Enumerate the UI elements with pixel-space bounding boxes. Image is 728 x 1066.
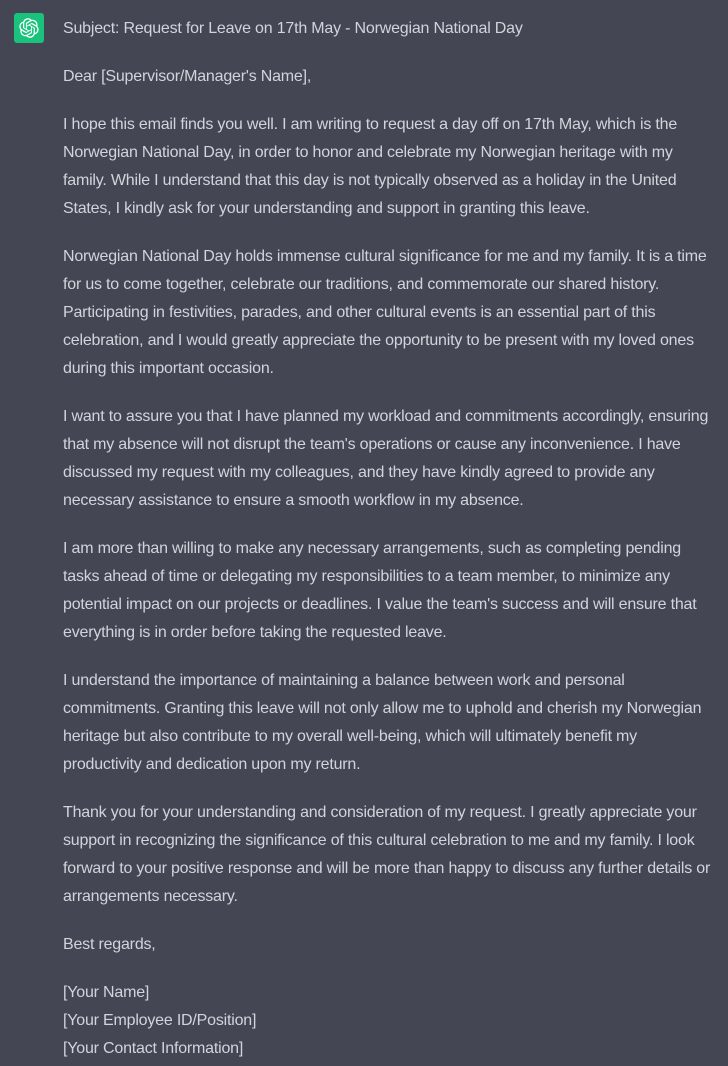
openai-logo-icon: [19, 18, 39, 38]
email-paragraph-1: I hope this email finds you well. I am writing to request a day off on 17th May, which is the Norwegian National Day, in order to honor and celebrate my Norwegian heritage with my family. While I understand that this day is not typically observed as a holiday in the United States, I kindly ask for your understanding and support in granting this leave.: [63, 116, 678, 217]
email-closing: Best regards,: [63, 936, 156, 953]
email-paragraph-5: I understand the importance of maintaining a balance between work and personal commitments. Granting this leave will not only allow me to uphold and cherish my Norwegian heritage but also contribute to my overall well-being, which will ultimately benefit my productivity and dedication upon my return.: [63, 672, 702, 773]
email-subject-line: Subject: Request for Leave on 17th May - Norwegian National Day: [63, 20, 523, 37]
signature-name: [Your Name]: [63, 984, 150, 1001]
email-paragraph-2: Norwegian National Day holds immense cultural significance for me and my family. It is a time for us to come together, celebrate our traditions, and commemorate our shared history. Participating in festivities, parades, and other cultural events is an essential part of this celebration, and I would greatly appreciate the opportunity to be present with my loved ones during this important occasion.: [63, 248, 707, 377]
email-paragraph-6: Thank you for your understanding and consideration of my request. I greatly appreciate your support in recognizing the significance of this cultural celebration to me and my family. I look forward to your positive response and will be more than happy to discuss any further details or arrangements necessary.: [63, 804, 711, 905]
signature-contact: [Your Contact Information]: [63, 1040, 244, 1057]
assistant-avatar: [14, 13, 44, 43]
signature-position: [Your Employee ID/Position]: [63, 1012, 257, 1029]
email-paragraph-3: I want to assure you that I have planned my workload and commitments accordingly, ensuring that my absence will not disrupt the team's operations or cause any inconvenience. I have discussed my request with my colleagues, and they have kindly agreed to provide any necessary assistance to ensure a smooth workflow in my absence.: [63, 408, 709, 509]
email-signature: [63, 979, 713, 1063]
message-content: [63, 15, 713, 1063]
email-greeting: Dear [Supervisor/Manager's Name],: [63, 68, 312, 85]
email-paragraph-4: I am more than willing to make any necessary arrangements, such as completing pending tasks ahead of time or delegating my responsibilities to a team member, to minimize any potential impact on our projects or deadlines. I value the team's success and will ensure that everything is in order before taking the requested leave.: [63, 540, 697, 641]
